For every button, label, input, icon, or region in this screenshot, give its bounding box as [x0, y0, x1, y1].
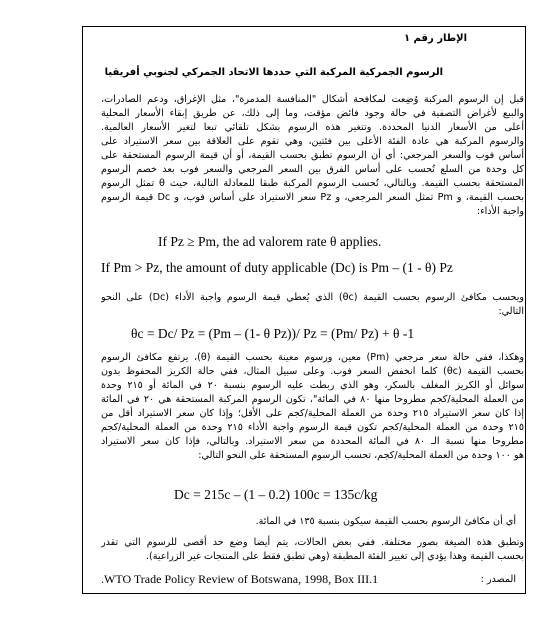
- text-line: التالي:: [498, 306, 524, 317]
- text-line: إذا كان سعر الاستيراد ٢١٥ وحدة من العملة المحلية/كجم على الأقل؛ وإذا كان سعر الاستيراد أقل من: [101, 408, 524, 419]
- text-line: مطروحا منها نسبة الـ ٨٠ في المائة المحددة من سعر الاستيراد. وبالتالي، فإذا كان سعر الاستيراد: [101, 436, 524, 447]
- calculation: Dc = 215c – (1 – 0.2) 100c = 135c/kg: [174, 487, 378, 502]
- paragraph-4: أي أن مكافئ الرسوم بحسب القيمة سيكون بنسبة ١٣٥ في المائة.: [255, 516, 516, 527]
- text-line: وهكذا، ففي حالة سعر مرجعي (Pm) معين، ورسوم معينة بحسب القيمة (θ)، يرتفع مكافئ الرسوم: [101, 352, 524, 363]
- text-line: واجبة الأداء:: [476, 206, 524, 217]
- text-line: أساس فوب والسعر المرجعي: أي أن الرسوم تطبق بحسب القيمة، أو أن قيمة الرسوم المستحقة على: [101, 150, 524, 161]
- source-citation: .WTO Trade Policy Review of Botswana, 1998, Box III.1: [101, 572, 379, 586]
- text-line: من العملة المحلية/كجم مطروحا منها ٨٠ في المائة"، تكون الرسوم المركبة المستحقة هي ٢٠ في المائة: [101, 394, 524, 405]
- text-line: كل وحدة من السلع تُحسب على أساس الفرق بين السعر المرجعي والسعر فوب بعد خصم الرسوم: [101, 164, 524, 175]
- box-title: الرسوم الجمركية المركبة التي حددها الاتحاد الجمركي لجنوبي أفريقيا: [104, 67, 443, 78]
- equation-theta-c: θc = Dc/ Pz = (Pm – (1- θ Pz))/ Pz = (Pm/ Pz) + θ -1: [131, 326, 415, 341]
- text-line: ٢١٥ وحدة من العملة المحلية/كجم تكون قيمة الرسوم واجبة الأداء ٢١٥ وحدة من العملة المحلية/كجم: [101, 422, 524, 433]
- rule-2: If Pm > Pz, the amount of duty applicable (Dc) is Pm – (1 - θ) Pz: [101, 260, 453, 275]
- text-line: هو ١٠٠ وحدة من العملة المحلية/كجم، تحسب الرسوم المستحقة على النحو التالي:: [198, 450, 524, 461]
- rule-1: If Pz ≥ Pm, the ad valorem rate θ applies.: [158, 234, 382, 249]
- text-line: والبيع لأغراض التصفية في حالة وجود فائض مؤقت، وما إلى ذلك، عن طريق إبقاء الأسعار المحلية: [101, 108, 524, 119]
- text-line: بحسب القيمة (θc) كلما انخفض السعر فوب. وعلى سبيل المثال، ففي حالة الكريز المحفوظ بدون: [101, 366, 524, 377]
- source-label: المصدر :: [480, 574, 516, 585]
- text-line: بحسب القيمة، و Pm تمثل السعر المرجعي، و Pz سعر الاستيراد على أساس فوب، و Dc قيمة الرسوم: [101, 192, 524, 203]
- box-number-title: الإطار رقم ١: [403, 33, 467, 44]
- text-line: ويحسب مكافئ الرسوم بحسب القيمة (θc) الذي يُعطي قيمة الرسوم واجبة الأداء (Dc) على النحو: [101, 292, 524, 303]
- text-line: وتطبق هذه الصيغة بصور مختلفة. ففي بعض الحالات، يتم أيضا وضع حد أقصى للرسوم التي تقدر: [101, 537, 524, 548]
- text-line: بحسب القيمة وهذا يؤدي إلى تغيير الفئة المطبقة (وهي تطبق فقط على المنتجات غير الزراعية).: [145, 551, 524, 562]
- text-line: قبل إن الرسوم المركبة وُضِعت لمكافحة أشكال "المنافسة المدمرة"، مثل الإغراق، ودعم الصادرات،: [101, 94, 524, 105]
- text-line: سوائل أو الكريز المغلف بالسكر، وهو الذي ربطت عليه الرسوم بنسبة ٢٠ في المائة أو ٢١٥ وحدة: [101, 380, 524, 391]
- text-line: أعلى من الأسعار الدنيا المحددة. وتتغير هذه الرسوم بشكل تلقائي تبعا لتغير الأسعار العالمية.: [101, 122, 524, 133]
- text-line: والرسوم المركبة هي عادة الفئة الأعلى بين فئتين، وهي تقوم على العلاقة بين سعر الاستيراد على: [101, 136, 524, 147]
- text-line: المستحقة بحسب القيمة. وبالتالي، تُحسب الرسوم المركبة طبقا للمعادلة التالية، حيث θ تمثل الرسوم: [101, 178, 524, 189]
